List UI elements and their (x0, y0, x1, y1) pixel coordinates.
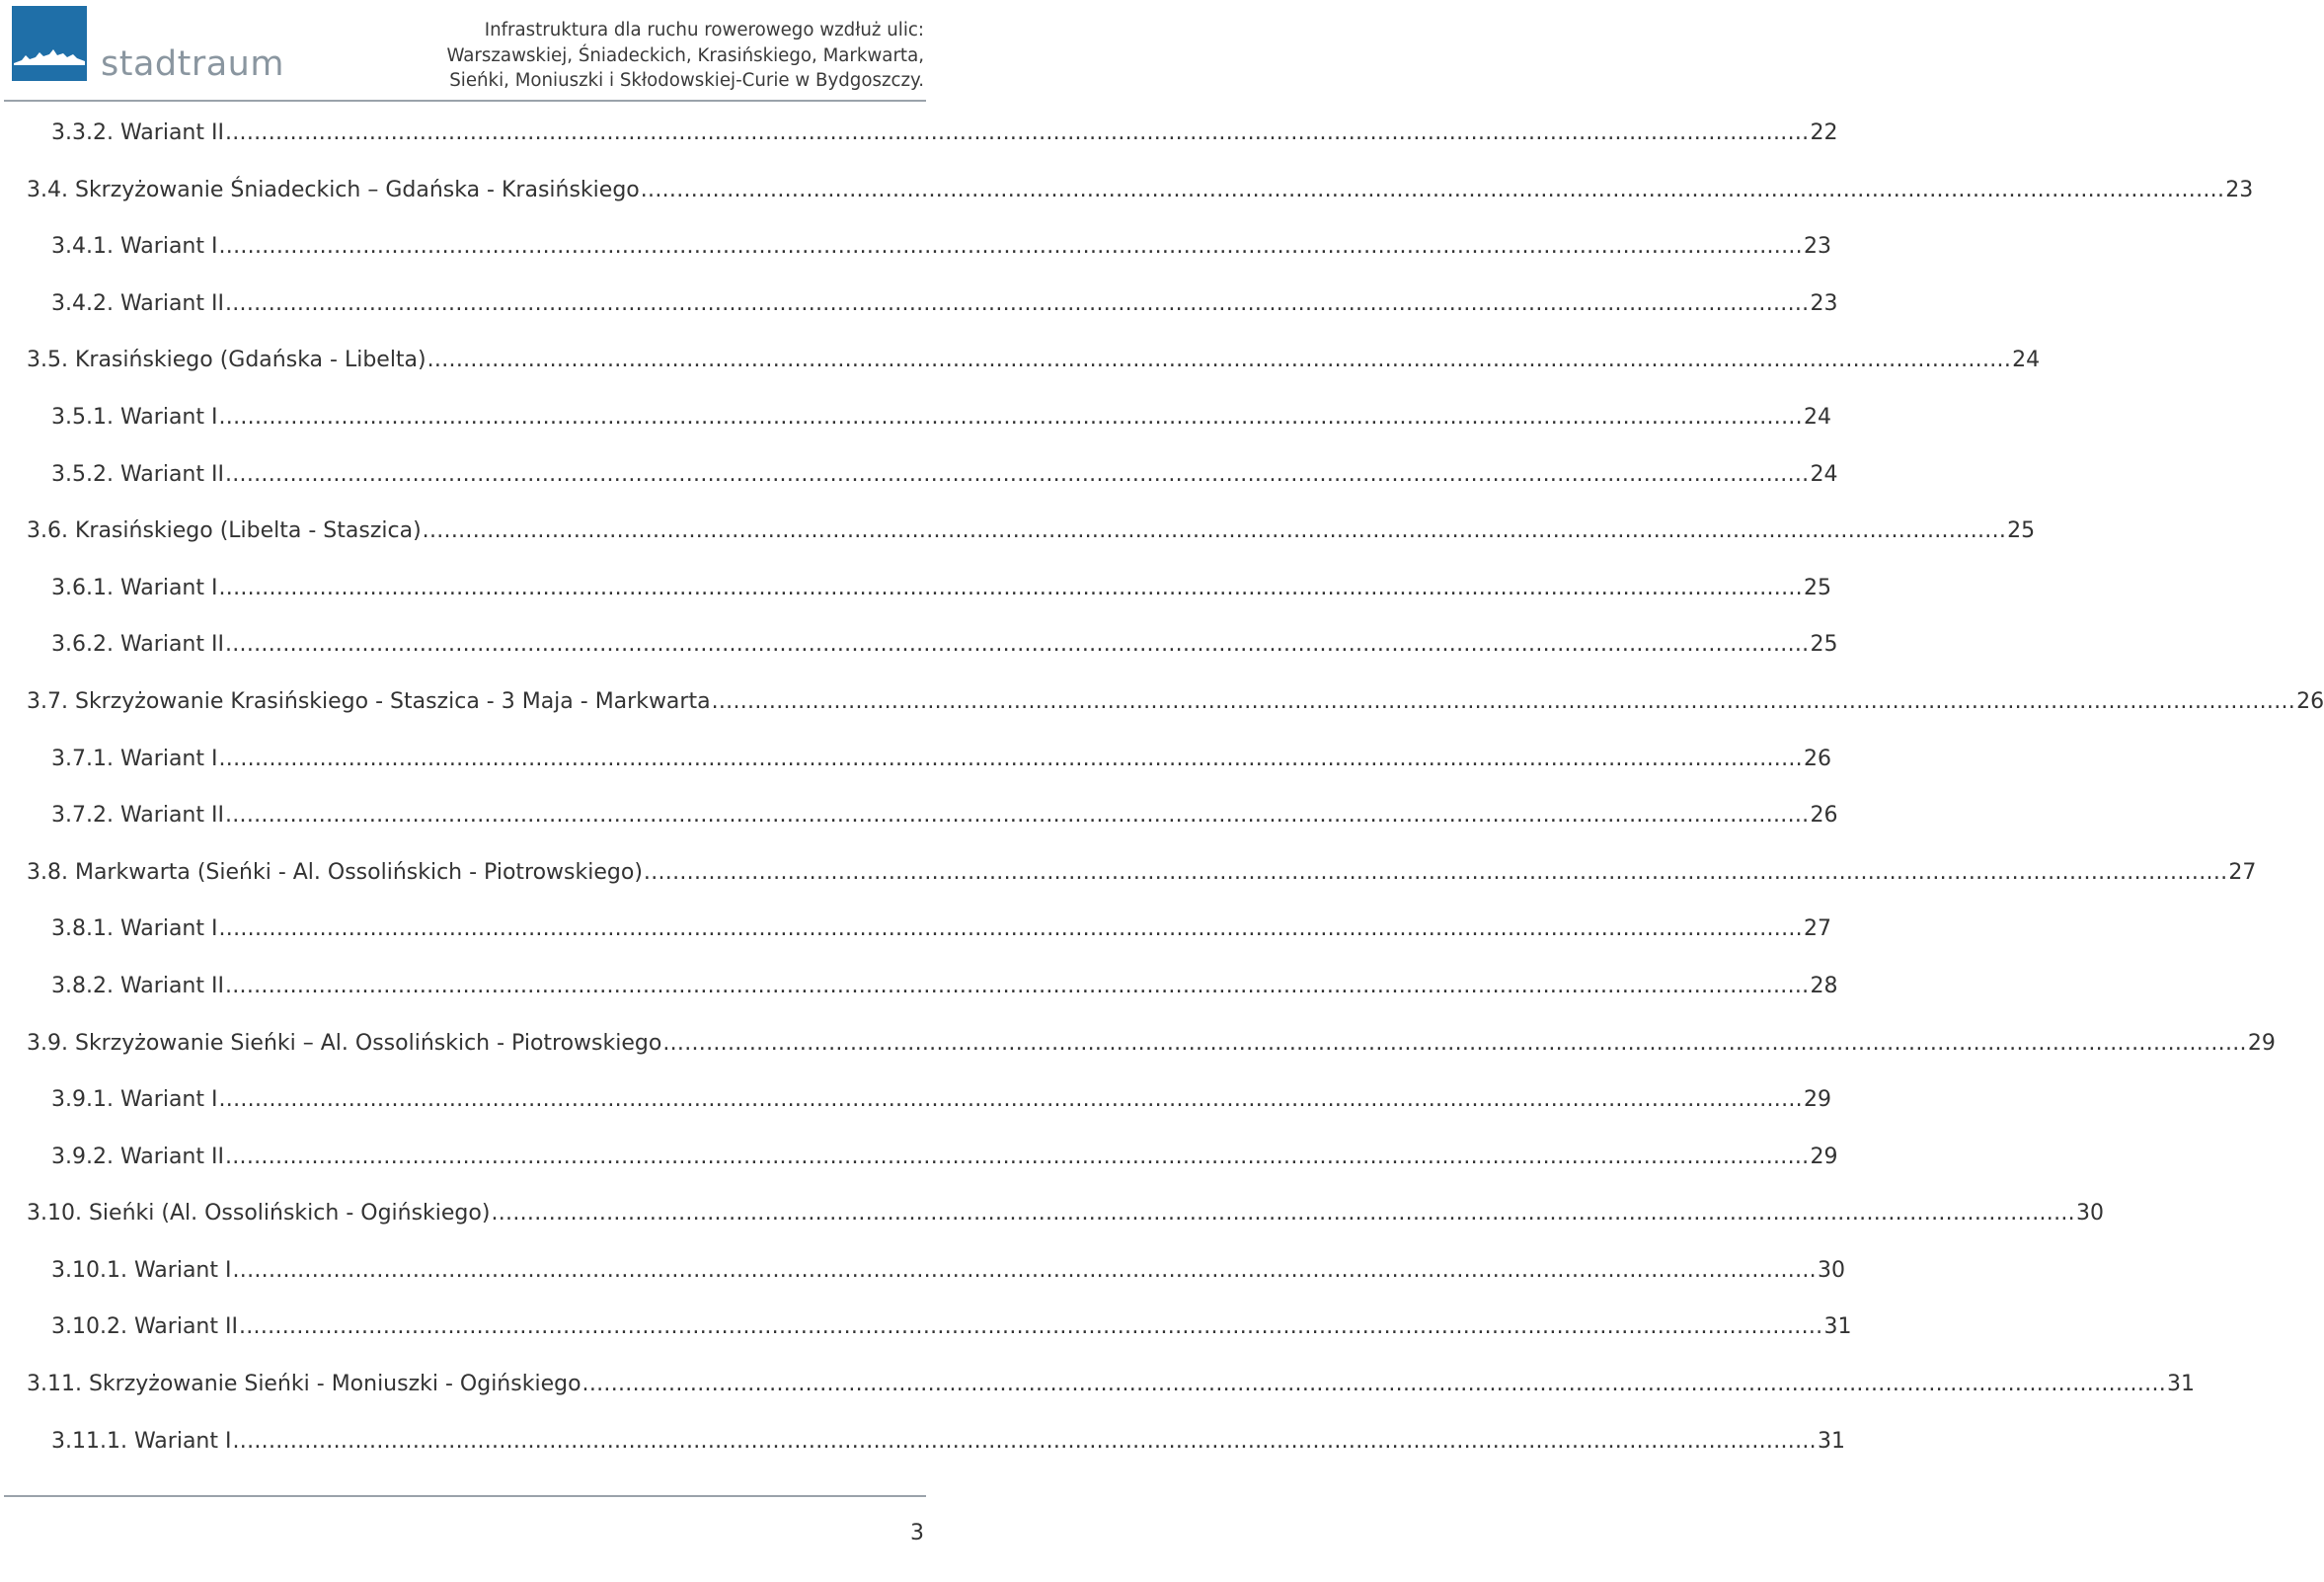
toc-entry-page: 23 (1810, 290, 1838, 316)
toc-dot-leader: ............................................................................................................................................................................................................................ (224, 632, 1810, 658)
title-line-1: Infrastruktura dla ruchu rowerowego wzdłuż ulic: (484, 20, 924, 40)
page-number: 3 (910, 1521, 924, 1545)
toc-dot-leader: ............................................................................................................................................................................................................................ (224, 973, 1810, 998)
toc-entry-page: 23 (2225, 177, 2254, 202)
toc-entry-label: 3.7.1. Wariant I (51, 746, 218, 771)
toc-entry[interactable] (0, 345, 2041, 402)
toc-entry-label: 3.4.2. Wariant II (51, 290, 224, 316)
toc-entry[interactable] (0, 573, 1831, 630)
toc-row (0, 118, 1838, 149)
toc-entry-page: 24 (2012, 348, 2041, 373)
stadtraum-logo (12, 6, 308, 89)
toc-entry-label: 3.11. Skrzyżowanie Sieńki - Moniuszki - Ogińskiego (27, 1372, 581, 1397)
table-of-contents (0, 118, 2324, 1482)
toc-dot-leader: ............................................................................................................................................................................................................................ (662, 1030, 2247, 1056)
toc-entry-label: 3.11.1. Wariant I (51, 1428, 232, 1454)
toc-entry[interactable] (0, 459, 1838, 516)
toc-entry-page: 23 (1803, 234, 1831, 260)
toc-dot-leader: ............................................................................................................................................................................................................................ (224, 1144, 1810, 1169)
toc-entry[interactable] (0, 744, 1831, 801)
toc-entry-label: 3.4.1. Wariant I (51, 234, 218, 260)
toc-entry-page: 24 (1810, 461, 1838, 487)
toc-dot-leader: ............................................................................................................................................................................................................................ (218, 404, 1803, 430)
toc-dot-leader: ............................................................................................................................................................................................................................ (232, 1428, 1817, 1454)
toc-entry[interactable] (0, 1198, 2104, 1255)
toc-entry-label: 3.5.1. Wariant I (51, 404, 218, 430)
toc-dot-leader: ............................................................................................................................................................................................................................ (581, 1372, 2167, 1397)
toc-entry-label: 3.10.1. Wariant I (51, 1257, 232, 1283)
toc-row (0, 629, 1838, 661)
toc-row (0, 1255, 1845, 1287)
toc-row (0, 231, 1831, 263)
toc-entry[interactable] (0, 231, 1831, 288)
toc-entry[interactable] (0, 1369, 2196, 1426)
toc-dot-leader: ............................................................................................................................................................................................................................ (711, 688, 2296, 714)
toc-row (0, 971, 1838, 1002)
toc-dot-leader: ............................................................................................................................................................................................................................ (218, 746, 1803, 771)
toc-entry[interactable] (0, 629, 1838, 686)
toc-entry-page: 27 (2228, 859, 2257, 885)
toc-entry-label: 3.7. Skrzyżowanie Krasińskiego - Staszica - 3 Maja - Markwarta (27, 688, 711, 714)
toc-dot-leader: ............................................................................................................................................................................................................................ (224, 461, 1810, 487)
toc-row (0, 1028, 2276, 1060)
toc-entry[interactable] (0, 800, 1838, 857)
logo-wordmark: stadtraum (101, 44, 284, 84)
toc-entry-page: 26 (1810, 803, 1838, 829)
toc-row (0, 1198, 2104, 1229)
toc-entry-label: 3.9. Skrzyżowanie Sieńki – Al. Ossolińskich - Piotrowskiego (27, 1030, 662, 1056)
toc-entry-label: 3.6. Krasińskiego (Libelta - Staszica) (27, 518, 422, 544)
toc-dot-leader: ............................................................................................................................................................................................................................ (491, 1201, 2075, 1226)
toc-entry[interactable] (0, 288, 1838, 346)
toc-row (0, 1311, 1852, 1343)
toc-entry[interactable] (0, 402, 1831, 459)
toc-entry-page: 27 (1803, 916, 1831, 942)
toc-entry[interactable] (0, 1311, 1852, 1369)
footer-divider (4, 1495, 926, 1497)
toc-entry-page: 30 (1817, 1257, 1845, 1283)
toc-entry-label: 3.4. Skrzyżowanie Śniadeckich – Gdańska - Krasińskiego (27, 177, 640, 202)
toc-entry[interactable] (0, 913, 1831, 971)
toc-entry[interactable] (0, 1028, 2276, 1085)
toc-entry-label: 3.8.1. Wariant I (51, 916, 218, 942)
toc-entry-page: 28 (1810, 973, 1838, 998)
toc-entry-page: 26 (2296, 688, 2324, 714)
toc-dot-leader: ............................................................................................................................................................................................................................ (224, 120, 1810, 145)
toc-entry-label: 3.6.1. Wariant I (51, 575, 218, 600)
toc-entry-label: 3.7.2. Wariant II (51, 803, 224, 829)
header-divider (4, 100, 926, 102)
toc-row (0, 459, 1838, 491)
toc-entry-page: 25 (1803, 575, 1831, 600)
toc-dot-leader: ............................................................................................................................................................................................................................ (218, 234, 1803, 260)
toc-entry-label: 3.9.1. Wariant I (51, 1087, 218, 1113)
title-line-3: Sieńki, Moniuszki i Skłodowskiej-Curie w Bydgoszczy. (449, 70, 924, 91)
toc-row (0, 1369, 2196, 1400)
toc-row (0, 288, 1838, 320)
toc-entry[interactable] (0, 515, 2036, 573)
toc-entry-page: 31 (1823, 1314, 1852, 1340)
toc-dot-leader: ............................................................................................................................................................................................................................ (238, 1314, 1823, 1340)
toc-dot-leader: ............................................................................................................................................................................................................................ (218, 575, 1803, 600)
toc-row (0, 1426, 1845, 1458)
toc-dot-leader: ............................................................................................................................................................................................................................ (232, 1257, 1817, 1283)
toc-entry[interactable] (0, 857, 2257, 914)
page-header (0, 0, 948, 103)
toc-dot-leader: ............................................................................................................................................................................................................................ (643, 859, 2228, 885)
toc-row (0, 744, 1831, 775)
toc-entry[interactable] (0, 1084, 1831, 1142)
toc-entry-label: 3.5.2. Wariant II (51, 461, 224, 487)
toc-dot-leader: ............................................................................................................................................................................................................................ (422, 518, 2007, 544)
document-title (371, 18, 924, 94)
toc-entry-page: 22 (1810, 120, 1838, 145)
toc-row (0, 1084, 1831, 1116)
toc-entry[interactable] (0, 971, 1838, 1028)
toc-entry-label: 3.6.2. Wariant II (51, 632, 224, 658)
skyline-logo-icon (12, 6, 87, 81)
toc-entry-page: 31 (2167, 1372, 2196, 1397)
toc-row (0, 1142, 1838, 1173)
toc-dot-leader: ............................................................................................................................................................................................................................ (640, 177, 2225, 202)
toc-row (0, 913, 1831, 945)
toc-entry-label: 3.3.2. Wariant II (51, 120, 224, 145)
toc-entry-page: 29 (1803, 1087, 1831, 1113)
toc-entry[interactable] (0, 1142, 1838, 1199)
toc-entry-page: 30 (2075, 1201, 2104, 1226)
toc-entry[interactable] (0, 686, 2324, 744)
toc-entry-page: 25 (2007, 518, 2036, 544)
toc-entry-page: 29 (1810, 1144, 1838, 1169)
toc-entry-page: 25 (1810, 632, 1838, 658)
toc-dot-leader: ............................................................................................................................................................................................................................ (218, 1087, 1803, 1113)
toc-row (0, 800, 1838, 831)
toc-entry-page: 26 (1803, 746, 1831, 771)
toc-dot-leader: ............................................................................................................................................................................................................................ (224, 803, 1810, 829)
toc-entry-label: 3.10.2. Wariant II (51, 1314, 238, 1340)
toc-row (0, 402, 1831, 434)
toc-row (0, 686, 2324, 718)
toc-entry-label: 3.10. Sieńki (Al. Ossolińskich - Ogińskiego) (27, 1201, 491, 1226)
toc-entry-label: 3.5. Krasińskiego (Gdańska - Libelta) (27, 348, 426, 373)
toc-entry[interactable] (0, 1426, 1845, 1483)
toc-row (0, 345, 2041, 376)
toc-entry-page: 31 (1817, 1428, 1845, 1454)
toc-dot-leader: ............................................................................................................................................................................................................................ (218, 916, 1803, 942)
toc-entry-page: 24 (1803, 404, 1831, 430)
toc-dot-leader: ............................................................................................................................................................................................................................ (426, 348, 2012, 373)
toc-entry[interactable] (0, 175, 2254, 232)
toc-entry[interactable] (0, 118, 1838, 175)
toc-entry-page: 29 (2247, 1030, 2276, 1056)
toc-row (0, 573, 1831, 604)
toc-entry-label: 3.8. Markwarta (Sieńki - Al. Ossolińskich - Piotrowskiego) (27, 859, 643, 885)
toc-row (0, 515, 2036, 547)
toc-dot-leader: ............................................................................................................................................................................................................................ (224, 290, 1810, 316)
toc-row (0, 857, 2257, 889)
toc-row (0, 175, 2254, 206)
title-line-2: Warszawskiej, Śniadeckich, Krasińskiego, Markwarta, (446, 44, 924, 66)
toc-entry-label: 3.9.2. Wariant II (51, 1144, 224, 1169)
toc-entry[interactable] (0, 1255, 1845, 1312)
toc-entry-label: 3.8.2. Wariant II (51, 973, 224, 998)
